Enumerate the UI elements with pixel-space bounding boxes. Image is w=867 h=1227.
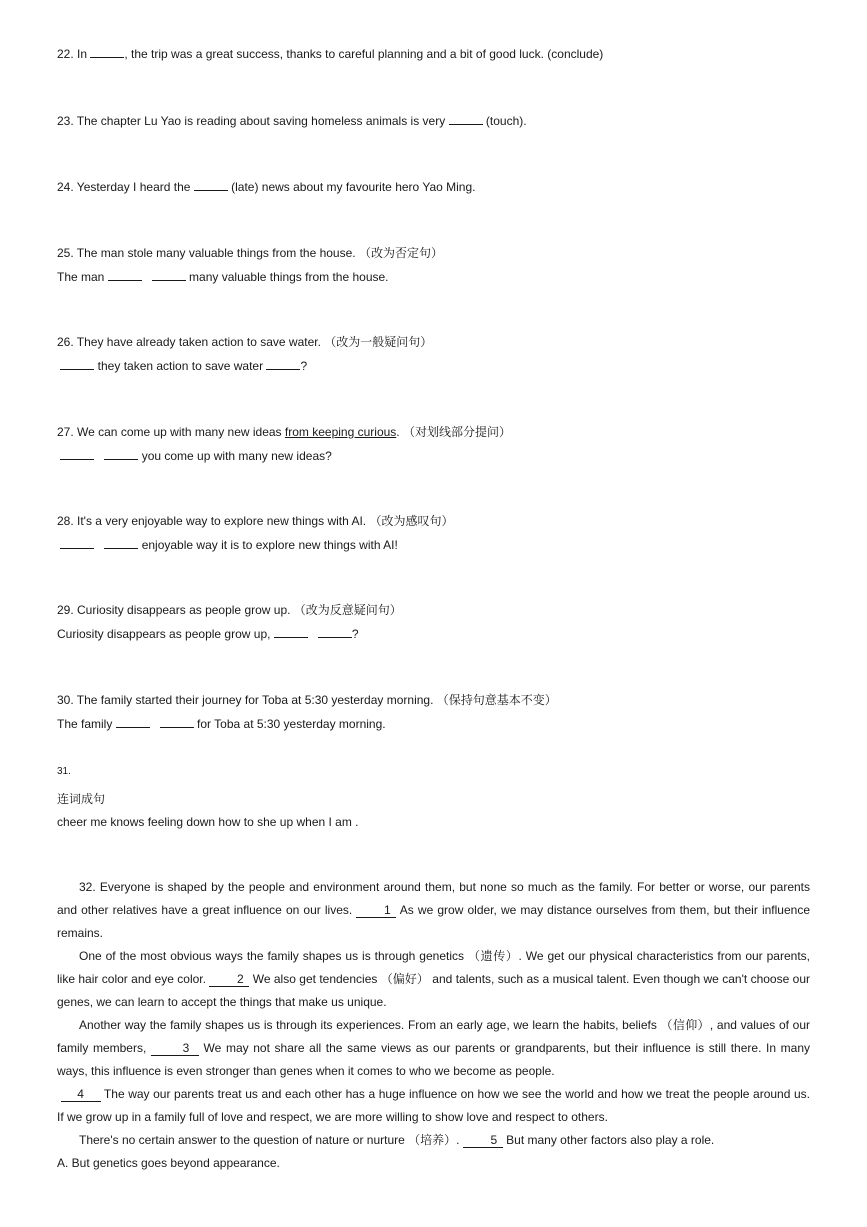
q28-answer-post: enjoyable way it is to explore new things with AI!: [138, 538, 398, 552]
p5-text-pre: There's no certain answer to the question of nature or nurture （培养）.: [79, 1133, 463, 1147]
question-28: 28. It's a very enjoyable way to explore new things with AI. （改为感叹句）: [57, 514, 454, 528]
q29-blank-1[interactable]: [274, 625, 308, 638]
q26-answer-line: [57, 357, 307, 374]
q22-text-pre: 22. In: [57, 47, 91, 61]
q28-blank-1[interactable]: [60, 536, 94, 549]
passage-paragraph-4: [57, 1083, 810, 1129]
p5-text-post: But many other factors also play a role.: [502, 1133, 715, 1147]
q25-answer-post: many valuable things from the house.: [185, 270, 389, 284]
q22-blank[interactable]: [90, 45, 124, 58]
passage-blank-3[interactable]: 3: [151, 1041, 199, 1056]
q29-answer-line: [57, 625, 359, 642]
passage-paragraph-2: [57, 945, 810, 1014]
question-22: [57, 45, 603, 62]
q25-answer-pre: The man: [57, 270, 108, 284]
q26-blank-2[interactable]: [266, 357, 300, 370]
q23-blank[interactable]: [449, 112, 483, 125]
option-a[interactable]: A. But genetics goes beyond appearance.: [57, 1156, 280, 1170]
question-31-label: 连词成句: [57, 792, 106, 806]
q28-answer-line: [57, 536, 398, 553]
q30-blank-2[interactable]: [160, 715, 194, 728]
q30-answer-post: for Toba at 5:30 yesterday morning.: [193, 717, 386, 731]
q28-blank-2[interactable]: [104, 536, 138, 549]
q25-answer-line: [57, 268, 389, 285]
passage-blank-4[interactable]: 4: [61, 1087, 101, 1102]
q24-text-post: (late) news about my favourite hero Yao Ming.: [227, 180, 476, 194]
question-23: [57, 112, 527, 129]
question-29: 29. Curiosity disappears as people grow up. （改为反意疑问句）: [57, 603, 402, 617]
q30-answer-line: [57, 715, 386, 732]
q26-answer-post: ?: [300, 359, 308, 373]
question-26: 26. They have already taken action to save water. （改为一般疑问句）: [57, 335, 433, 349]
q27-underlined-phrase: from keeping curious: [284, 425, 397, 439]
passage-blank-5[interactable]: 5: [463, 1133, 503, 1148]
q30-blank-1[interactable]: [116, 715, 150, 728]
q29-answer-pre: Curiosity disappears as people grow up,: [57, 627, 274, 641]
p1-text-post: As we grow older, we may distance ourselves from them, but their influence remains.: [57, 903, 810, 940]
q26-answer-mid: they taken action to save water: [94, 359, 267, 373]
q24-blank[interactable]: [194, 178, 228, 191]
passage-paragraph-5: [57, 1129, 810, 1152]
q27-answer-post: you come up with many new ideas?: [138, 449, 332, 463]
question-31-words: cheer me knows feeling down how to she up when I am .: [57, 815, 359, 829]
question-31-number: 31.: [57, 766, 71, 777]
p3-text-pre: Another way the family shapes us is through its experiences. From an early age, we learn the habits, beliefs （信仰）, and values of our family members,: [57, 1018, 810, 1055]
p3-text-post: We may not share all the same views as our parents or grandparents, but their influence is still there. In many ways, this influence is even stronger than genes when it comes to who we become as people.: [57, 1041, 810, 1078]
q24-text-pre: 24. Yesterday I heard the: [57, 180, 194, 194]
p1-text-pre: 32. Everyone is shaped by the people and environment around them, but none so much as the family. For better or worse, our parents and other relatives have a great influence on our lives.: [57, 880, 810, 917]
passage-paragraph-3: [57, 1014, 810, 1083]
q23-text-pre: 23. The chapter Lu Yao is reading about saving homeless animals is very: [57, 114, 449, 128]
question-30: 30. The family started their journey for Toba at 5:30 yesterday morning. （保持句意基本不变）: [57, 693, 557, 707]
q27-text-pre: 27. We can come up with many new ideas: [57, 425, 285, 439]
q25-blank-1[interactable]: [108, 268, 142, 281]
passage-blank-1[interactable]: 1: [356, 903, 396, 918]
passage-paragraph-1: [57, 876, 810, 945]
q27-text-post: . （对划线部分提问）: [396, 425, 511, 439]
q25-blank-2[interactable]: [152, 268, 186, 281]
p4-text-post: The way our parents treat us and each other has a huge influence on how we see the world and how we treat the people around us. If we grow up in a family full of love and respect, we are more willing to show love and respect to others.: [57, 1087, 810, 1124]
q27-answer-line: [57, 447, 332, 464]
passage-blank-2[interactable]: 2: [209, 972, 249, 987]
p2-text-post: We also get tendencies （偏好） and talents, such as a musical talent. Even though we can't choose our genes, we can learn to accept the things that make us unique.: [57, 972, 810, 1009]
q29-answer-post: ?: [351, 627, 359, 641]
question-24: [57, 178, 475, 195]
question-25: 25. The man stole many valuable things from the house. （改为否定句）: [57, 246, 443, 260]
q29-blank-2[interactable]: [318, 625, 352, 638]
q22-text-post: , the trip was a great success, thanks to careful planning and a bit of good luck. (conclude): [124, 47, 604, 61]
q27-blank-2[interactable]: [104, 447, 138, 460]
p2-text-pre: One of the most obvious ways the family shapes us is through genetics （遗传）. We get our physical characteristics from our parents, like hair color and eye color.: [57, 949, 810, 986]
question-27: [57, 424, 511, 440]
q27-blank-1[interactable]: [60, 447, 94, 460]
q26-blank-1[interactable]: [60, 357, 94, 370]
q23-text-post: (touch).: [482, 114, 527, 128]
q30-answer-pre: The family: [57, 717, 116, 731]
